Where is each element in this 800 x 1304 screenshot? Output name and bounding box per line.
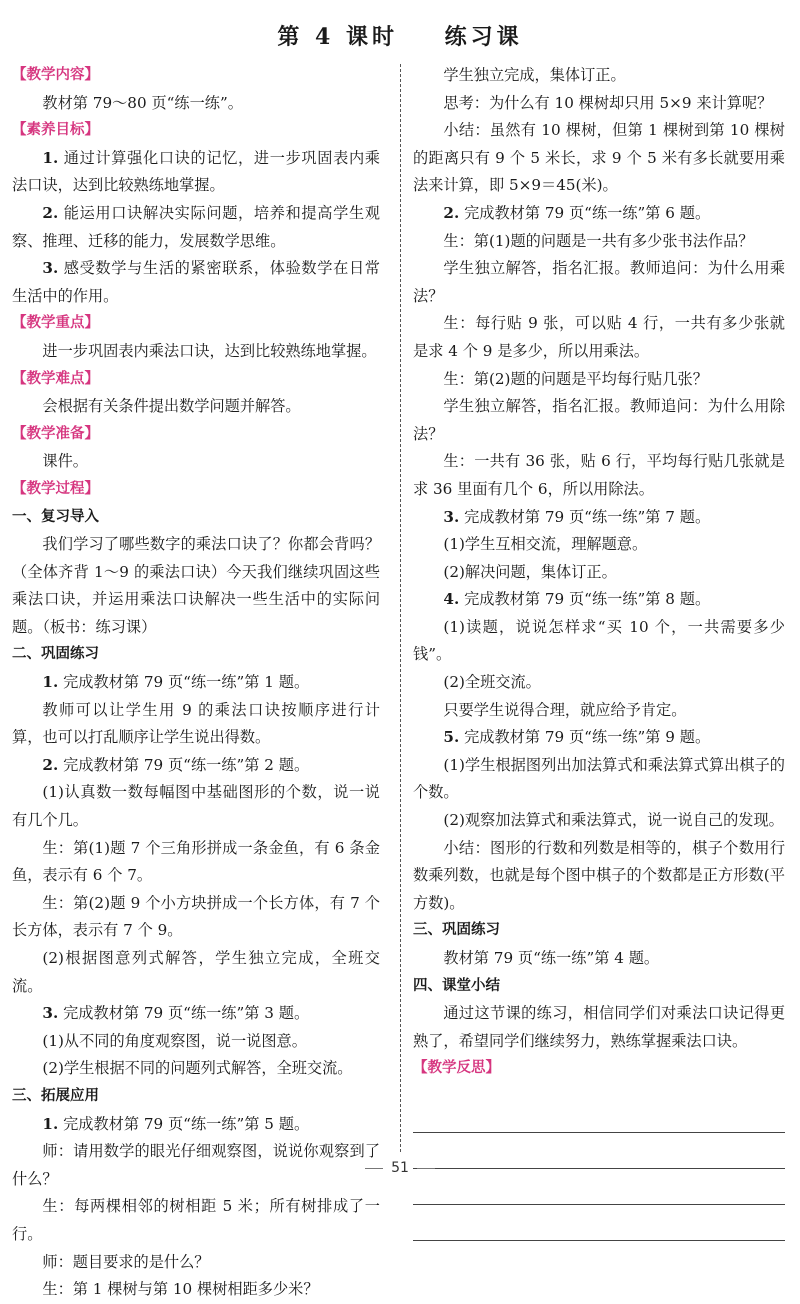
item-number: 3. xyxy=(42,1004,59,1023)
blank-line xyxy=(413,1205,785,1241)
paragraph: (1)学生互相交流，理解题意。 xyxy=(443,535,648,554)
section-tag: 【教学准备】 xyxy=(12,425,99,442)
page-number: 51 xyxy=(391,1160,409,1176)
paragraph: 教师可以让学生用 9 的乘法口诀按顺序进行计算，也可以打乱顺序让学生说出得数。 xyxy=(12,700,380,747)
numbered-paragraph xyxy=(12,145,380,200)
numbered-paragraph xyxy=(12,1000,380,1028)
paragraph: 生：第 1 棵树与第 10 棵树相距多少米？ xyxy=(42,1280,319,1299)
item-number: 1. xyxy=(42,673,59,692)
section-tag: 【教学难点】 xyxy=(12,370,99,387)
right-column xyxy=(413,62,785,1241)
section-heading: 二、巩固练习 xyxy=(12,646,99,663)
numbered-paragraph xyxy=(413,724,785,752)
paragraph: (2)学生根据不同的问题列式解答，全班交流。 xyxy=(42,1059,353,1078)
paragraph-text: 完成教材第 79 页“练一练”第 9 题。 xyxy=(459,728,711,747)
paragraph: 生：第(2)题 9 个小方块拼成一个长方体，有 7 个长方体，表示有 7 个 9。 xyxy=(12,893,380,940)
section-tag: 【教学过程】 xyxy=(12,480,99,497)
numbered-paragraph xyxy=(413,200,785,228)
paragraph: 生：一共有 36 张，贴 6 行，平均每行贴几张就是求 36 里面有几个 6，所以用除法。 xyxy=(413,452,785,498)
page-footer xyxy=(0,1160,800,1176)
numbered-paragraph xyxy=(413,586,785,614)
paragraph-text: 完成教材第 79 页“练一练”第 7 题。 xyxy=(459,507,711,526)
paragraph: 生：第(1)题的问题是一共有多少张书法作品？ xyxy=(443,231,754,250)
section-heading: 一、复习导入 xyxy=(12,508,99,525)
paragraph: 我们学习了哪些数字的乘法口诀了？你都会背吗？（全体齐背 1～9 的乘法口诀）今天我们继续巩固这些乘法口诀，并运用乘法口诀解决一些生活中的实际问题。（板书：练习课） xyxy=(12,535,380,636)
paragraph: 生：第(2)题的问题是平均每行贴几张？ xyxy=(443,369,708,388)
paragraph-text: 感受数学与生活的紧密联系，体验数学在日常生活中的作用。 xyxy=(12,259,380,305)
section-tag: 【素养目标】 xyxy=(12,122,99,139)
paragraph-text: 完成教材第 79 页“练一练”第 5 题。 xyxy=(58,1114,310,1133)
footer-dash-left xyxy=(365,1168,383,1169)
numbered-paragraph xyxy=(12,752,380,780)
paragraph: (1)读题，说说怎样求“买 10 个，一共需要多少钱”。 xyxy=(413,617,785,664)
paragraph: 会根据有关条件提出数学问题并解答。 xyxy=(42,397,301,416)
item-number: 2. xyxy=(42,755,59,774)
left-column xyxy=(12,62,380,1304)
footer-dash-right xyxy=(417,1168,435,1169)
paragraph: (1)从不同的角度观察图，说一说图意。 xyxy=(42,1031,307,1050)
paragraph: 生：第(1)题 7 个三角形拼成一条金鱼，有 6 条金鱼，表示有 6 个 7。 xyxy=(12,838,380,885)
section-tag: 【教学内容】 xyxy=(12,67,99,83)
paragraph: (2)根据图意列式解答，学生独立完成，全班交流。 xyxy=(12,949,380,995)
paragraph: 只要学生说得合理，就应给予肯定。 xyxy=(443,700,687,719)
paragraph-text: 能运用口诀解决实际问题，培养和提高学生观察、推理、迁移的能力，发展数学思维。 xyxy=(12,203,380,250)
item-number: 3. xyxy=(443,507,460,526)
paragraph: 生：每两棵相邻的树相距 5 米；所有树排成了一行。 xyxy=(12,1197,380,1243)
paragraph: 生：每行贴 9 张，可以贴 4 行，一共有多少张就是求 4 个 9 是多少，所以用乘法。 xyxy=(413,314,785,360)
column-divider xyxy=(400,64,401,1152)
item-number: 3. xyxy=(42,259,59,278)
section-heading: 四、课堂小结 xyxy=(413,977,500,994)
section-tag: 【教学重点】 xyxy=(12,315,99,332)
numbered-paragraph xyxy=(413,504,785,532)
numbered-paragraph xyxy=(12,1111,380,1139)
paragraph: 进一步巩固表内乘法口诀，达到比较熟练地掌握。 xyxy=(42,341,377,360)
paragraph: 思考：为什么有 10 棵树却只用 5×9 来计算呢？ xyxy=(443,93,773,112)
numbered-paragraph xyxy=(12,669,380,697)
paragraph: (1)学生根据图列出加法算式和乘法算式算出棋子的个数。 xyxy=(413,755,785,802)
paragraph: 课件。 xyxy=(42,452,88,471)
item-number: 4. xyxy=(443,590,460,609)
paragraph-text: 通过计算强化口诀的记忆，进一步巩固表内乘法口诀，达到比较熟练地掌握。 xyxy=(12,148,380,195)
item-number: 1. xyxy=(42,148,59,167)
paragraph: 学生独立完成，集体订正。 xyxy=(443,66,626,84)
paragraph: 小结：虽然有 10 棵树，但第 1 棵树到第 10 棵树的距离只有 9 个 5 米长，求 9 个 5 米有多长就要用乘法来计算，即 5×9＝45(米)。 xyxy=(413,121,785,195)
item-number: 5. xyxy=(443,728,460,747)
paragraph: (2)解决问题，集体订正。 xyxy=(443,562,617,581)
numbered-paragraph xyxy=(12,200,380,255)
section-tag: 【教学反思】 xyxy=(413,1060,500,1077)
section-heading: 三、巩固练习 xyxy=(413,922,500,939)
paragraph: (2)全班交流。 xyxy=(443,673,541,692)
section-heading: 三、拓展应用 xyxy=(12,1087,99,1104)
paragraph-text: 完成教材第 79 页“练一练”第 1 题。 xyxy=(58,673,310,692)
paragraph: 学生独立解答，指名汇报。教师追问：为什么用乘法？ xyxy=(413,259,785,305)
paragraph: 通过这节课的练习，相信同学们对乘法口诀记得更熟了，希望同学们继续努力，熟练掌握乘法口诀。 xyxy=(413,1004,785,1050)
blank-line xyxy=(413,1097,785,1133)
paragraph: 教材第 79 页“练一练”第 4 题。 xyxy=(443,949,660,967)
paragraph: 小结：图形的行数和列数是相等的，棋子个数用行数乘列数，也就是每个图中棋子的个数都是正方形数(平方数)。 xyxy=(413,838,785,912)
paragraph-text: 完成教材第 79 页“练一练”第 3 题。 xyxy=(58,1004,310,1023)
numbered-paragraph xyxy=(12,255,380,310)
paragraph: 师：题目要求的是什么？ xyxy=(42,1252,210,1271)
paragraph: 教材第 79～80 页“练一练”。 xyxy=(42,93,243,112)
paragraph-text: 完成教材第 79 页“练一练”第 2 题。 xyxy=(58,755,310,774)
paragraph: 师：请用数学的眼光仔细观察图，说说你观察到了什么？ xyxy=(12,1142,380,1188)
paragraph: (2)观察加法算式和乘法算式，说一说自己的发现。 xyxy=(443,811,784,830)
paragraph-text: 完成教材第 79 页“练一练”第 6 题。 xyxy=(459,203,711,222)
paragraph: 学生独立解答，指名汇报。教师追问：为什么用除法？ xyxy=(413,397,785,443)
item-number: 2. xyxy=(42,203,59,222)
page-title: 第 4 课时 练习课 xyxy=(277,24,523,50)
item-number: 1. xyxy=(42,1114,59,1133)
paragraph: (1)认真数一数每幅图中基础图形的个数，说一说有几个几。 xyxy=(12,783,380,830)
paragraph-text: 完成教材第 79 页“练一练”第 8 题。 xyxy=(459,590,711,609)
item-number: 2. xyxy=(443,203,460,222)
